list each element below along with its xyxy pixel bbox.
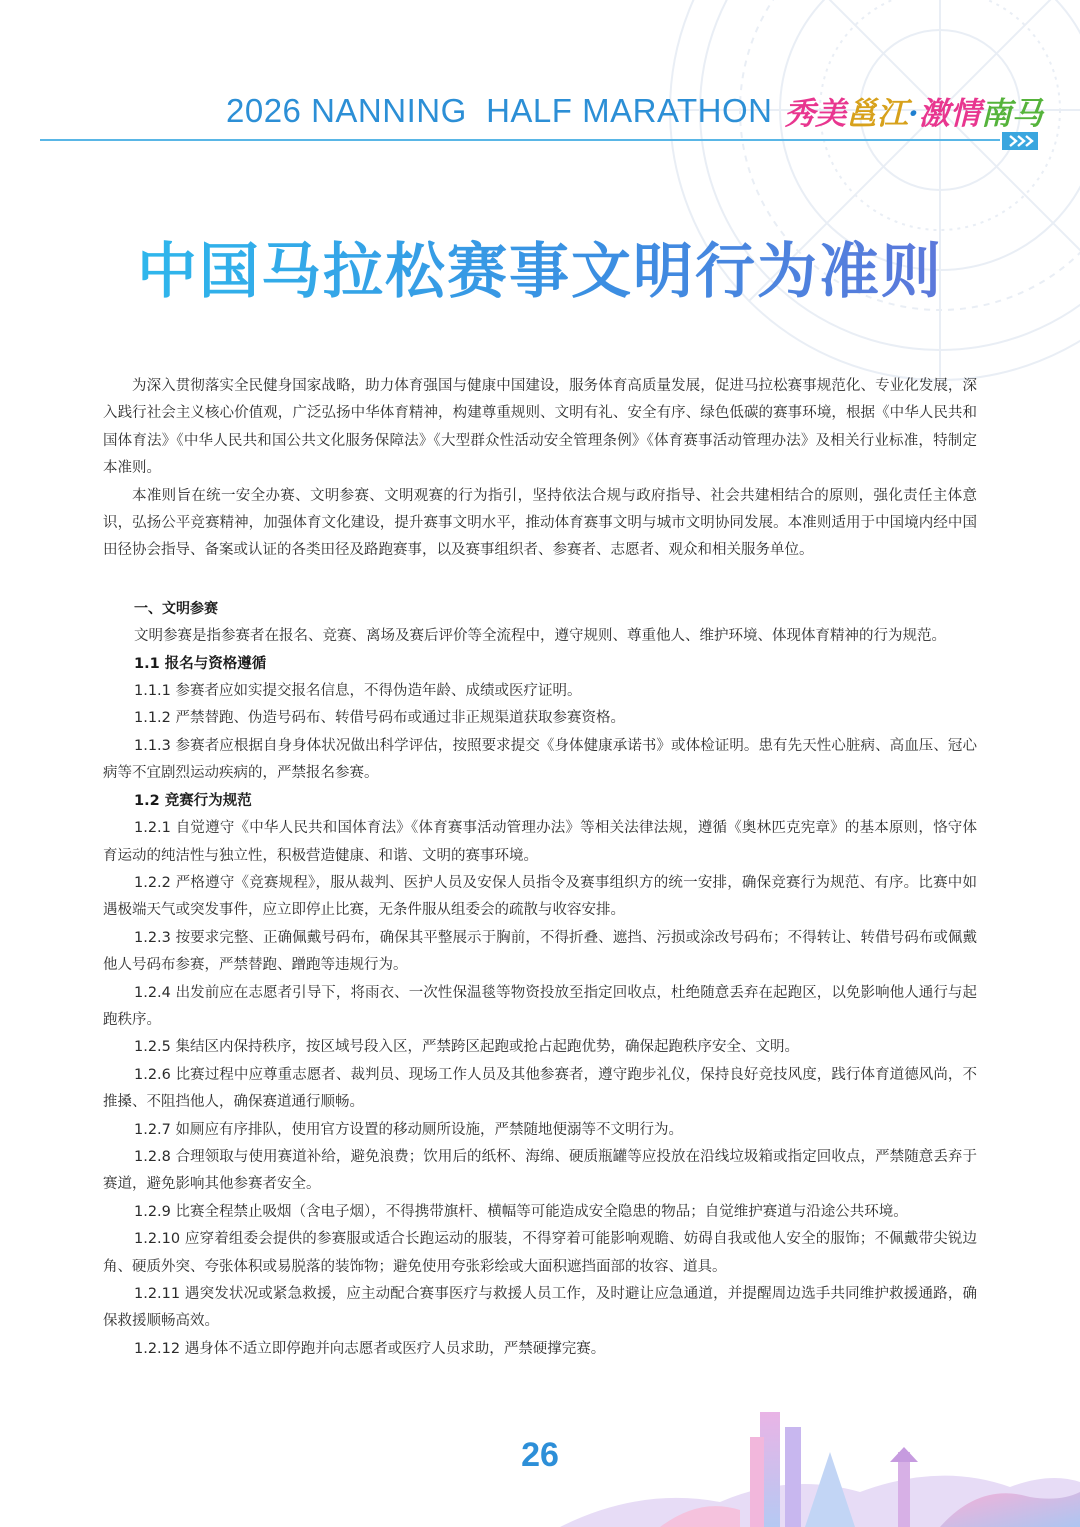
page-title: 中国马拉松赛事文明行为准则 <box>0 224 1080 310</box>
slogan-part-1: 秀美 <box>784 96 846 132</box>
clause-1-2-8: 1.2.8 合理领取与使用赛道补给，避免浪费；饮用后的纸杯、海绵、硬质瓶罐等应投放在沿线垃圾箱或指定回收点，严禁随意丢弃于赛道，避免影响其他参赛者安全。 <box>103 1148 977 1193</box>
clause-1-1-1: 1.1.1 参赛者应如实提交报名信息，不得伪造年龄、成绩或医疗证明。 <box>134 683 582 700</box>
section-description: 文明参赛是指参赛者在报名、竞赛、离场及赛后评价等全流程中，遵守规则、尊重他人、维护环境、体现体育精神的行为规范。 <box>134 628 946 645</box>
document-body <box>103 373 977 1363</box>
clause-1-1-3: 1.1.3 参赛者应根据自身身体状况做出科学评估，按照要求提交《身体健康承诺书》或体检证明。患有先天性心脏病、高血压、冠心病等不宜剧烈运动疾病的，严禁报名参赛。 <box>103 737 977 782</box>
slogan-part-4: 激情 <box>918 96 981 132</box>
clause-1-2-6: 1.2.6 比赛过程中应尊重志愿者、裁判员、现场工作人员及其他参赛者，遵守跑步礼仪，保持良好竞技风度，践行体育道德风尚，不推搡、不阻挡他人，确保赛道通行顺畅。 <box>103 1066 977 1111</box>
subsection-heading-1-2: 1.2 竞赛行为规范 <box>134 792 252 809</box>
subsection-heading-1-1: 1.1 报名与资格遵循 <box>134 655 267 672</box>
clause-1-2-3: 1.2.3 按要求完整、正确佩戴号码布，确保其平整展示于胸前，不得折叠、遮挡、污损或涂改号码布；不得转让、转借号码布或佩戴他人号码布参赛，严禁替跑、蹭跑等违规行为。 <box>103 929 977 974</box>
chevron-right-icon <box>1002 132 1038 150</box>
clause-1-2-10: 1.2.10 应穿着组委会提供的参赛服或适合长跑运动的服装，不得穿着可能影响观瞻、妨碍自我或他人安全的服饰；不佩戴带尖锐边角、硬质外突、夸张体积或易脱落的装饰物；避免使用夸张彩绘或大面积遮挡面部的妆容、道具。 <box>103 1231 977 1275</box>
slogan-part-5: 南马 <box>980 96 1043 132</box>
clause-1-2-1: 1.2.1 自觉遵守《中华人民共和国体育法》《体育赛事活动管理办法》等相关法律法规，遵循《奥林匹克宪章》的基本原则，恪守体育运动的纯洁性与独立性，积极营造健康、和谐、文明的赛事环境。 <box>103 820 977 864</box>
clause-1-2-9: 1.2.9 比赛全程禁止吸烟（含电子烟），不得携带旗杆、横幅等可能造成安全隐患的物品；自觉维护赛道与沿途公共环境。 <box>134 1203 908 1220</box>
slogan-part-3: · <box>908 96 919 132</box>
clause-1-2-12: 1.2.12 遇身体不适立即停跑并向志愿者或医疗人员求助，严禁硬撑完赛。 <box>134 1340 606 1357</box>
slogan-part-2: 邕江 <box>846 96 908 132</box>
decorative-medallion-pattern <box>660 0 1080 390</box>
clause-1-2-4: 1.2.4 出发前应在志愿者引导下，将雨衣、一次性保温毯等物资投放至指定回收点，杜绝随意丢弃在起跑区，以免影响他人通行与起跑秩序。 <box>103 984 977 1028</box>
clause-1-1-2: 1.1.2 严禁替跑、伪造号码布、转借号码布或通过非正规渠道获取参赛资格。 <box>134 710 626 727</box>
header-slogan-logo <box>784 88 1043 133</box>
intro-paragraph-2: 本准则旨在统一安全办赛、文明参赛、文明观赛的行为指引，坚持依法合规与政府指导、社会共建相结合的原则，强化责任主体意识，弘扬公平竞赛精神，加强体育文化建设，提升赛事文明水平，推动体育赛事文明与城市文明协同发展。本准则适用于中国境内经中国田径协会指导、备案或认证的各类田径及路跑赛事，以及赛事组织者、参赛者、志愿者、观众和相关服务单位。 <box>103 487 977 559</box>
clause-1-2-5: 1.2.5 集结区内保持秩序，按区域号段入区，严禁跨区起跑或抢占起跑优势，确保起跑秩序安全、文明。 <box>134 1039 799 1056</box>
section-heading: 一、文明参赛 <box>134 600 218 617</box>
clause-1-2-11: 1.2.11 遇突发状况或紧急救援，应主动配合赛事医疗与救援人员工作，及时避让应急通道，并提醒周边选手共同维护救援通路，确保救援顺畅高效。 <box>103 1286 977 1330</box>
header-english-title: 2026 NANNING HALF MARATHON <box>226 92 773 129</box>
page-number: 26 <box>521 1436 559 1474</box>
intro-paragraph-1: 为深入贯彻落实全民健身国家战略，助力体育强国与健康中国建设，服务体育高质量发展，促进马拉松赛事规范化、专业化发展，深入践行社会主义核心价值观，广泛弘扬中华体育精神，构建尊重规则、文明有礼、安全有序、绿色低碳的赛事环境，根据《中华人民共和国体育法》《中华人民共和国公共文化服务保障法》《大型群众性活动安全管理条例》《体育赛事活动管理办法》及相关行业标准，特制定本准则。 <box>103 378 977 477</box>
header-divider-line <box>40 139 1000 141</box>
clause-1-2-2: 1.2.2 严格遵守《竞赛规程》，服从裁判、医护人员及安保人员指令及赛事组织方的统一安排，确保竞赛行为规范、有序。比赛中如遇极端天气或突发事件，应立即停止比赛，无条件服从组委会的疏散与收容安排。 <box>103 874 977 919</box>
clause-1-2-7: 1.2.7 如厕应有序排队，使用官方设置的移动厕所设施，严禁随地便溺等不文明行为。 <box>134 1121 684 1138</box>
